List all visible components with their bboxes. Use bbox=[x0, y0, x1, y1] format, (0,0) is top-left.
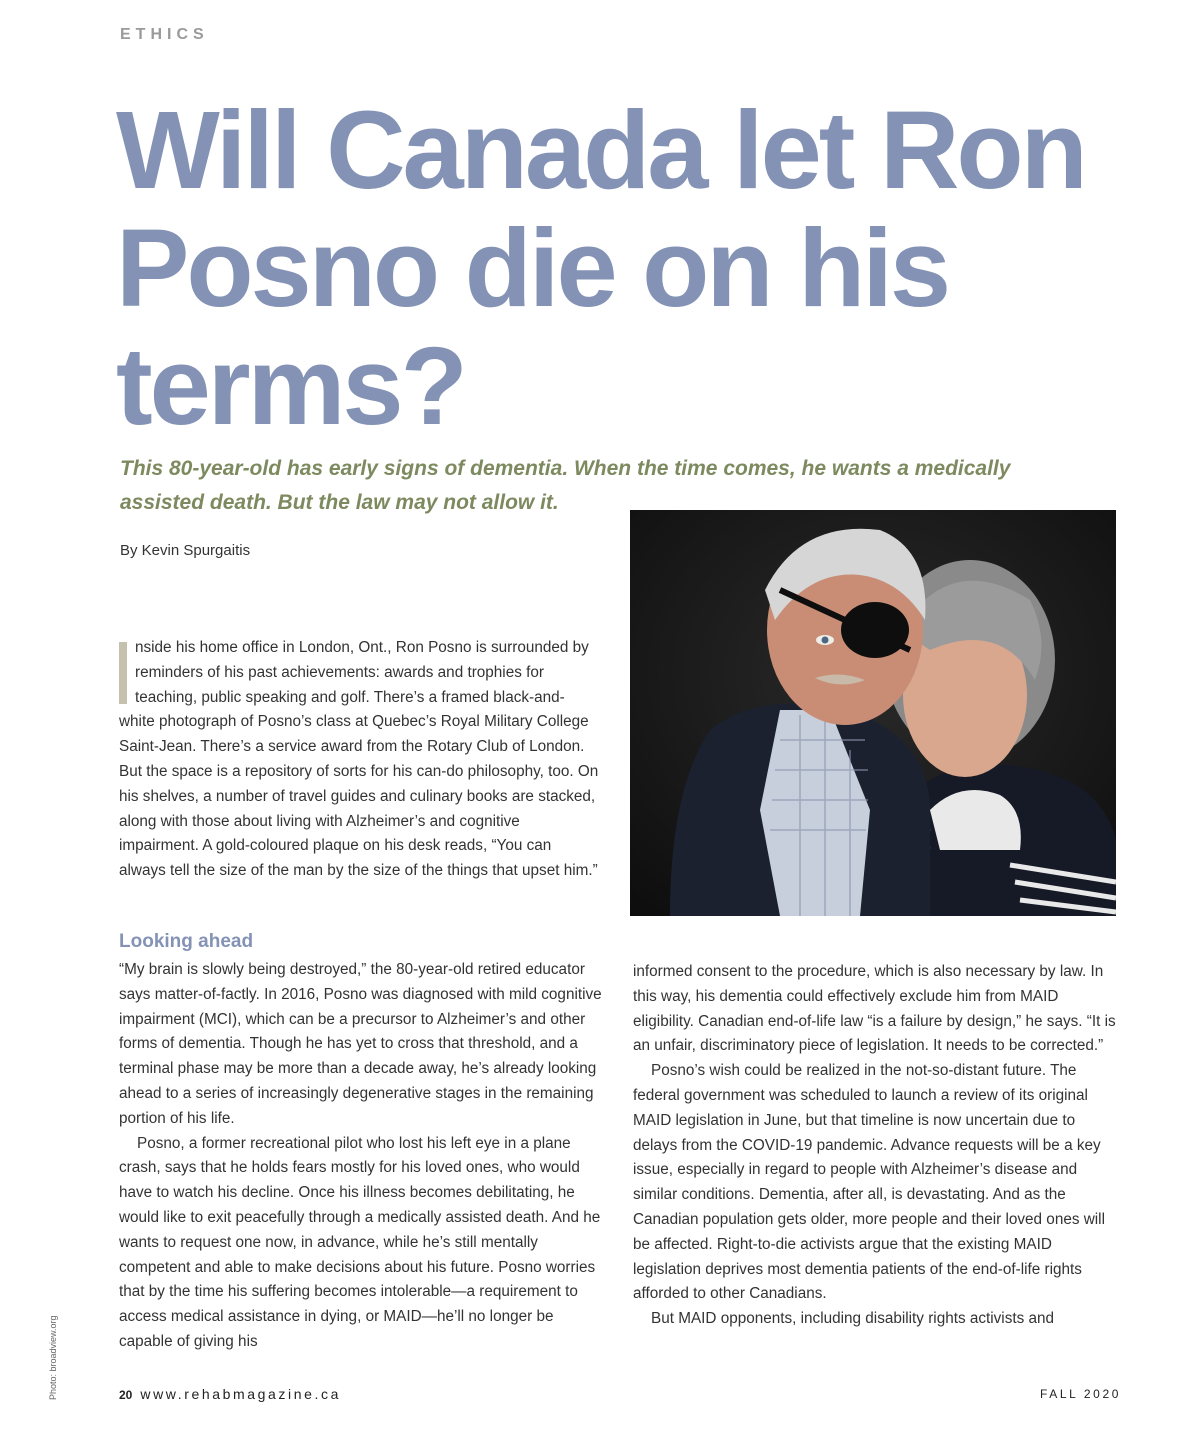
paragraph: Posno’s wish could be realized in the not-so-distant future. The federal government was scheduled to launch a review of its original MAID legislation in June, but that timeline is now uncertain due to delays from the COVID-19 pandemic. Advance requests will be a key issue, especially in regard to people with Alzheimer’s disease and similar conditions. Dementia, after all, is devastating. And as the Canadian population gets older, more people and their loved ones will be affected. Right-to-die activists argue that the existing MAID legislation deprives most dementia patients of the end-of-life rights afforded to other Canadians. bbox=[633, 1062, 1105, 1303]
paragraph: Posno, a former recreational pilot who lost his left eye in a plane crash, says that he holds fears mostly for his loved ones, who would have to watch his decline. Once his illness becomes debilitating, he would like to exit peacefully through a medically assisted death. And he wants to request one now, in advance, while he’s still mentally competent and able to make decisions about his future. Posno worries that by the time his suffering becomes intolerable—a requirement to access medical assistance in dying, or MAID—he’ll no longer be capable of giving his bbox=[119, 1134, 601, 1350]
headline: Will Canada let Ron Posno die on his terms? bbox=[116, 89, 1085, 448]
left-column bbox=[119, 958, 607, 1355]
intro-text: nside his home office in London, Ont., Ron Posno is surrounded by reminders of his past achievements: awards and trophies for teaching, public speaking and golf. There’s a framed black-and-white photograph of Posno’s class at Quebec’s Royal Military College Saint-Jean. There’s a service award from the Rotary Club of London. But the space is a repository of sorts for his can-do philosophy, too. On his shelves, a number of travel guides and culinary books are stacked, along with those about living with Alzheimer’s and cognitive impairment. A gold-coloured plaque on his desk reads, “You can always tell the size of the man by the size of the things that upset him.” bbox=[119, 639, 599, 880]
intro-paragraph bbox=[119, 636, 599, 884]
drop-cap-bar bbox=[119, 642, 127, 704]
page-number: 20 bbox=[119, 1388, 133, 1402]
paragraph: informed consent to the procedure, which is also necessary by law. In this way, his dementia could effectively exclude him from MAID eligibility. Canadian end-of-life law “is a failure by design,” he says. “It is an unfair, discriminatory piece of legislation. It needs to be corrected.” bbox=[633, 963, 1116, 1055]
section-label: ETHICS bbox=[120, 26, 209, 43]
right-column bbox=[633, 960, 1117, 1332]
subhead: Looking ahead bbox=[119, 931, 254, 952]
paragraph: “My brain is slowly being destroyed,” the 80-year-old retired educator says matter-of-factly. In 2016, Posno was diagnosed with mild cognitive impairment (MCI), which can be a precursor to Alzheimer’s and other forms of dementia. Though he has yet to cross that threshold, and a terminal phase may be more than a decade away, he’s already looking ahead to a series of increasingly degenerative stages in the remaining portion of his life. bbox=[119, 961, 602, 1127]
website-link[interactable]: www.rehabmagazine.ca bbox=[140, 1386, 341, 1402]
byline: By Kevin Spurgaitis bbox=[120, 542, 251, 559]
couple-photo bbox=[630, 510, 1116, 916]
issue-label: FALL 2020 bbox=[1040, 1387, 1122, 1401]
dek: This 80-year-old has early signs of dementia. When the time comes, he wants a medically assisted death. But the law may not allow it. bbox=[120, 457, 1011, 514]
paragraph: But MAID opponents, including disability rights activists and bbox=[651, 1310, 1055, 1328]
footer-left bbox=[119, 1386, 341, 1402]
photo-credit: Photo: broadview.org bbox=[48, 1315, 58, 1400]
